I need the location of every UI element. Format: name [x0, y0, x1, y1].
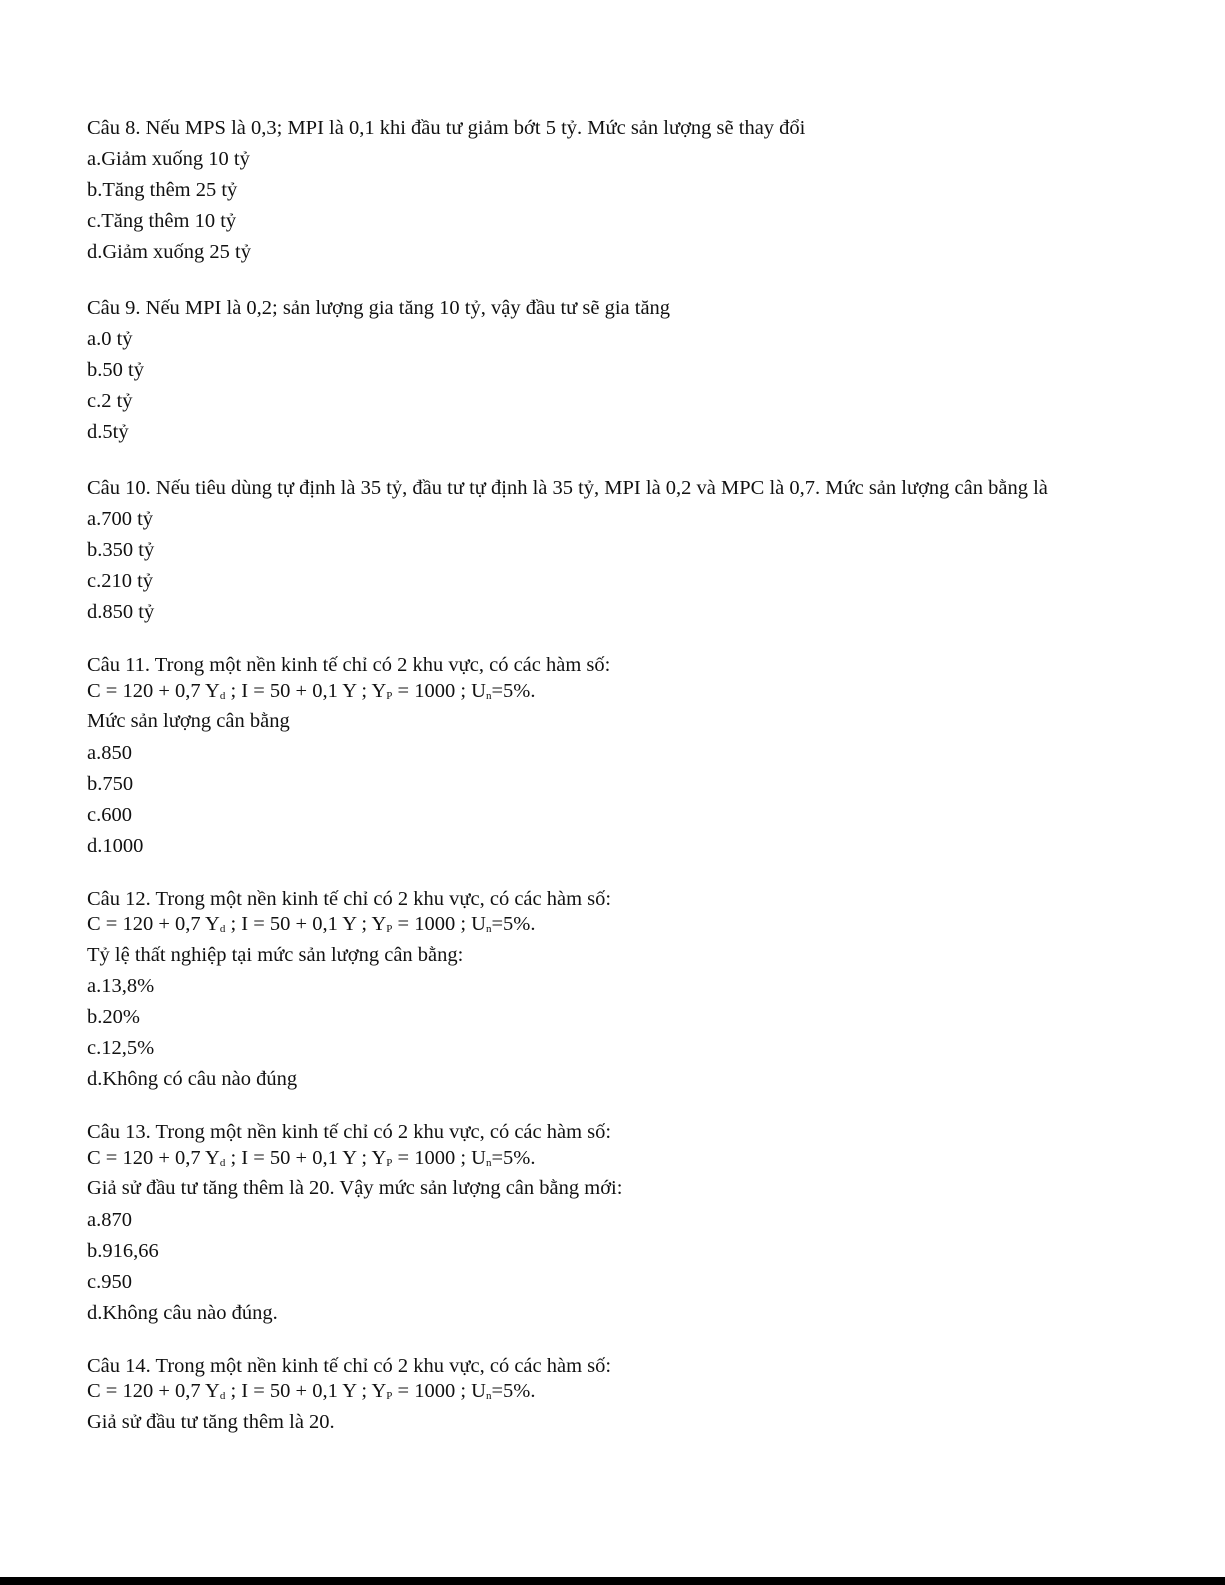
- question-spacer: [87, 1095, 1197, 1120]
- function-formula: C = 120 + 0,7 Yd ; I = 50 + 0,1 Y ; YP = 1000 ; Un=5%.: [87, 1380, 536, 1402]
- question-12: [87, 887, 1197, 1096]
- question-10: [87, 473, 1197, 628]
- question-stem: Câu 13. Trong một nền kinh tế chỉ có 2 khu vực, có các hàm số:: [87, 1121, 612, 1143]
- question-spacer: [87, 448, 1197, 473]
- option-a: a.0 tỷ: [87, 328, 133, 350]
- option-d: d.1000: [87, 834, 144, 857]
- question-prompt: Giả sử đầu tư tăng thêm là 20. Vậy mức sản lượng cân bằng mới:: [87, 1177, 623, 1199]
- function-formula: C = 120 + 0,7 Yd ; I = 50 + 0,1 Y ; YP = 1000 ; Un=5%.: [87, 679, 536, 702]
- option-b: b.750: [87, 772, 134, 795]
- option-c: c.2 tỷ: [87, 390, 133, 412]
- option-c: c.600: [87, 803, 132, 826]
- option-d: d.5tỷ: [87, 421, 129, 443]
- question-prompt: Tỷ lệ thất nghiệp tại mức sản lượng cân bằng:: [87, 943, 464, 966]
- question-stem: Câu 9. Nếu MPI là 0,2; sản lượng gia tăng 10 tỷ, vậy đầu tư sẽ gia tăng: [87, 297, 671, 319]
- option-b: b.20%: [87, 1006, 140, 1028]
- option-c: c.210 tỷ: [87, 570, 154, 592]
- option-d: d.850 tỷ: [87, 601, 155, 623]
- question-stem: Câu 8. Nếu MPS là 0,3; MPI là 0,1 khi đầu tư giảm bớt 5 tỷ. Mức sản lượng sẽ thay đổi: [87, 117, 806, 139]
- option-c: c.950: [87, 1270, 132, 1293]
- document-page: [87, 113, 1197, 1435]
- question-13: [87, 1120, 1197, 1329]
- option-c: c.12,5%: [87, 1037, 155, 1059]
- question-14: [87, 1354, 1197, 1436]
- question-prompt: Mức sản lượng cân bằng: [87, 710, 290, 732]
- option-d: d.Không có câu nào đúng: [87, 1068, 298, 1090]
- question-spacer: [87, 1329, 1197, 1354]
- option-d: d.Giảm xuống 25 tỷ: [87, 241, 251, 263]
- option-b: b.350 tỷ: [87, 539, 155, 561]
- question-stem: Câu 12. Trong một nền kinh tế chỉ có 2 khu vực, có các hàm số:: [87, 887, 612, 910]
- option-a: a.700 tỷ: [87, 508, 154, 530]
- function-formula: C = 120 + 0,7 Yd ; I = 50 + 0,1 Y ; YP = 1000 ; Un=5%.: [87, 1146, 536, 1169]
- question-stem: Câu 11. Trong một nền kinh tế chỉ có 2 khu vực, có các hàm số:: [87, 654, 611, 676]
- question-spacer: [87, 268, 1197, 293]
- question-spacer: [87, 628, 1197, 653]
- option-b: b.916,66: [87, 1239, 159, 1262]
- option-b: b.50 tỷ: [87, 359, 144, 381]
- question-9: [87, 293, 1197, 448]
- option-a: a.Giảm xuống 10 tỷ: [87, 148, 250, 170]
- option-b: b.Tăng thêm 25 tỷ: [87, 179, 238, 201]
- option-a: a.850: [87, 741, 132, 764]
- option-c: c.Tăng thêm 10 tỷ: [87, 210, 237, 232]
- question-prompt: Giả sử đầu tư tăng thêm là 20.: [87, 1410, 335, 1433]
- question-8: [87, 113, 1197, 268]
- page-bottom-border: [0, 1577, 1225, 1585]
- question-11: [87, 653, 1197, 862]
- question-spacer: [87, 862, 1197, 887]
- option-d: d.Không câu nào đúng.: [87, 1301, 278, 1324]
- question-stem: Câu 14. Trong một nền kinh tế chỉ có 2 khu vực, có các hàm số:: [87, 1354, 612, 1377]
- option-a: a.13,8%: [87, 975, 155, 997]
- function-formula: C = 120 + 0,7 Yd ; I = 50 + 0,1 Y ; YP = 1000 ; Un=5%.: [87, 913, 536, 935]
- option-a: a.870: [87, 1208, 132, 1231]
- question-stem: Câu 10. Nếu tiêu dùng tự định là 35 tỷ, đầu tư tự định là 35 tỷ, MPI là 0,2 và MPC là 0,7. Mức sản lượng cân bằng là: [87, 477, 1048, 499]
